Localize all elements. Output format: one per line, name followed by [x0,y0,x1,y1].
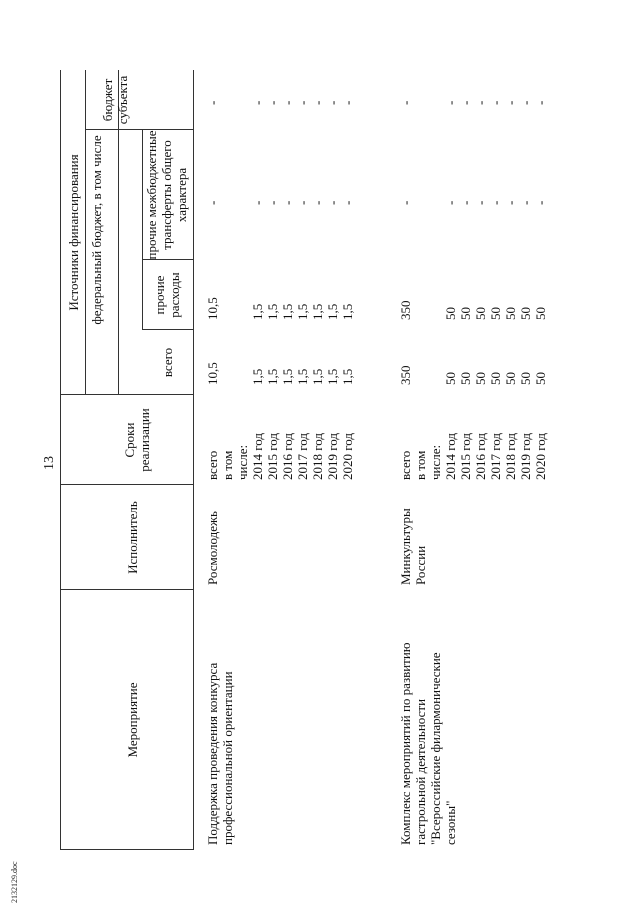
document-id: 2132129.doc [10,861,19,903]
cell-line: 50 [443,307,458,320]
cell-line: - [443,200,458,205]
header-event: Мероприятие [125,682,140,758]
cell-line: 50 [533,307,548,320]
cell-line: 50 [473,307,488,320]
cell-line: 50 [488,307,503,320]
cell-line: - [533,100,548,105]
cell-line: 1,5 [310,303,325,320]
cell-line [235,101,250,105]
cell-line: 10,5 [205,362,220,385]
cell-line: - [458,200,473,205]
row-2-subject-budget [398,101,548,105]
cell-line: 2014 год [443,433,458,480]
cell-line: - [473,100,488,105]
row-2-other-expenses [398,301,548,321]
cell-line: - [533,200,548,205]
cell-line: 2016 год [280,433,295,480]
cell-line: - [205,200,220,205]
cell-line: - [503,100,518,105]
cell-line: 50 [503,307,518,320]
cell-line: - [398,100,413,105]
cell-line: 10,5 [205,297,220,320]
cell-line: 2018 год [310,433,325,480]
cell-line [235,297,250,320]
cell-line: - [458,100,473,105]
cell-line [413,366,428,386]
header-sources: Источники финансирования [66,154,81,311]
cell-line: - [473,200,488,205]
row-2-event: Комплекс мероприятий по развитию гастрольной деятельности "Всероссийские филармонические сезоны" [398,642,458,845]
cell-line: 2015 год [265,433,280,480]
row-1-executor: Росмолодежь [205,511,220,585]
cell-line: 1,5 [295,303,310,320]
cell-line: 50 [458,372,473,385]
header-executor: Исполнитель [125,501,140,574]
row-1-event: Поддержка проведения конкурса профессиональной ориентации [205,662,235,845]
cell-line: - [295,200,310,205]
cell-line: 1,5 [340,303,355,320]
cell-line: в том [220,450,235,480]
cell-line [428,301,443,321]
cell-line: 50 [473,372,488,385]
cell-line: - [310,200,325,205]
row-2-terms [398,433,548,480]
cell-line: в том [413,450,428,480]
row-1-transfers [205,201,355,205]
cell-line: - [205,100,220,105]
cell-line: 1,5 [295,368,310,385]
cell-line [428,101,443,105]
cell-line: 2017 год [295,433,310,480]
header-total: всего [160,347,175,378]
cell-line: - [250,200,265,205]
cell-line: 2017 год [488,433,503,480]
cell-line: 1,5 [250,303,265,320]
cell-line: 2020 год [340,433,355,480]
header-federal: федеральный бюджет, в том числе [89,135,104,325]
header-subject-budget: бюджет субъекта [100,75,130,125]
cell-line [428,201,443,205]
cell-line: 2015 год [458,433,473,480]
header-other-expenses: прочие расходы [152,272,182,318]
cell-line: - [310,100,325,105]
row-2-total [398,366,548,386]
cell-line [413,301,428,321]
cell-line: 1,5 [310,368,325,385]
cell-line [220,101,235,105]
cell-line: 2018 год [503,433,518,480]
federal-sub-divider [142,130,143,330]
cell-line: - [295,100,310,105]
cell-line [428,366,443,386]
cell-line: 1,5 [280,368,295,385]
cell-line: 50 [518,372,533,385]
cell-line: - [398,200,413,205]
row-1-subject-budget [205,101,355,105]
cell-line: числе: [235,444,250,480]
row-1-other-expenses [205,297,355,320]
cell-line: 50 [443,372,458,385]
cell-line: 350 [398,365,413,385]
cell-line: 50 [533,372,548,385]
row-1-terms [205,433,355,480]
cell-line: 1,5 [280,303,295,320]
cell-line: - [265,200,280,205]
cell-line: - [265,100,280,105]
cell-line: 50 [503,372,518,385]
cell-line [235,201,250,205]
cell-line: - [518,100,533,105]
cell-line: 2019 год [518,433,533,480]
cell-line: 350 [398,300,413,320]
header-terms: Сроки реализации [122,408,152,472]
cell-line: - [488,100,503,105]
cell-line: 2020 год [533,433,548,480]
cell-line: 1,5 [265,303,280,320]
cell-line: 2014 год [250,433,265,480]
cell-line: числе: [428,444,443,480]
cell-line: - [443,100,458,105]
cell-line [220,362,235,385]
cell-line: - [250,100,265,105]
table-top-border [60,70,61,850]
cell-line [220,201,235,205]
cell-line [413,101,428,105]
cell-line: 1,5 [325,303,340,320]
cell-line: 50 [518,307,533,320]
cell-line: 1,5 [325,368,340,385]
header-transfers: прочие межбюджетные трансферты общего характера [144,130,189,260]
page-number: 13 [42,456,57,470]
cell-line: всего [398,450,413,480]
cell-line: 2019 год [325,433,340,480]
cell-line: - [280,200,295,205]
cell-line [235,362,250,385]
cell-line: 1,5 [340,368,355,385]
cell-line [220,297,235,320]
cell-line: - [280,100,295,105]
cell-line: 1,5 [265,368,280,385]
cell-line: всего [205,450,220,480]
row-1-total [205,362,355,385]
cell-line: - [340,100,355,105]
cell-line: 50 [458,307,473,320]
sources-divider [85,70,86,395]
row-2-executor: Минкультуры России [398,508,428,585]
cell-line: - [503,200,518,205]
header-bottom-border [193,70,194,850]
cell-line [413,201,428,205]
cell-line: - [325,200,340,205]
cell-line: - [325,100,340,105]
cell-line: - [340,200,355,205]
cell-line: - [488,200,503,205]
cell-line: 2016 год [473,433,488,480]
row-2-transfers [398,201,548,205]
cell-line: 50 [488,372,503,385]
cell-line: 1,5 [250,368,265,385]
cell-line: - [518,200,533,205]
